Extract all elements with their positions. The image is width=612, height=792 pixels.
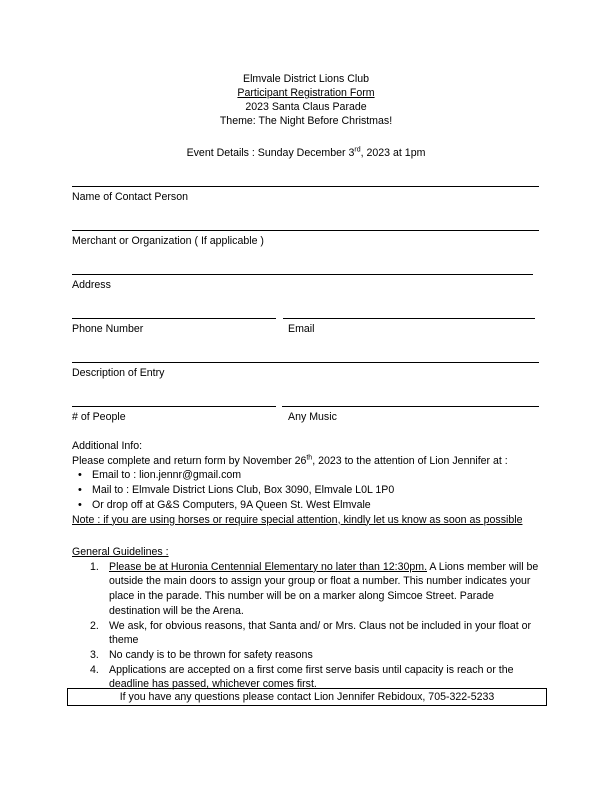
item-number: 3. bbox=[90, 648, 99, 661]
address-line[interactable] bbox=[72, 274, 533, 275]
item-text: A Lions member will be outside the main doors to assign your group or float a number. This number indicates your place in the parade. This number will be on a marker along Simcoe Street. Parade destination will be the Arena. bbox=[109, 560, 539, 617]
additional-info bbox=[72, 439, 542, 527]
list-item bbox=[72, 619, 544, 648]
guidelines-heading: General Guidelines : bbox=[72, 546, 169, 558]
intro-suffix: , 2023 to the attention of Lion Jennifer at : bbox=[312, 454, 508, 467]
people-line[interactable] bbox=[72, 406, 276, 407]
list-item bbox=[72, 560, 544, 619]
additional-heading: Additional Info: bbox=[72, 440, 143, 452]
guidelines-list bbox=[72, 560, 544, 692]
item-number: 2. bbox=[90, 619, 99, 632]
contact-person-label: Name of Contact Person bbox=[72, 191, 188, 203]
event-details-prefix: Event Details : Sunday December 3 bbox=[186, 147, 355, 159]
address-label: Address bbox=[72, 279, 111, 291]
music-label: Any Music bbox=[288, 411, 337, 423]
description-label: Description of Entry bbox=[72, 367, 165, 379]
form-title: Participant Registration Form bbox=[237, 87, 375, 99]
organization-label: Merchant or Organization ( If applicable ) bbox=[72, 235, 264, 247]
item-number: 4. bbox=[90, 663, 99, 676]
parade-title: 2023 Santa Claus Parade bbox=[245, 101, 367, 113]
intro-prefix: Please complete and return form by November 26 bbox=[72, 454, 307, 467]
theme-line: Theme: The Night Before Christmas! bbox=[219, 115, 393, 127]
people-label: # of People bbox=[72, 411, 126, 423]
list-item: • Or drop off at G&S Computers, 9A Queen St. West Elmvale bbox=[72, 498, 542, 513]
list-item bbox=[72, 648, 544, 663]
submission-options bbox=[72, 468, 542, 512]
event-details-suffix: , 2023 at 1pm bbox=[360, 147, 426, 159]
music-line[interactable] bbox=[282, 406, 539, 407]
organization-line[interactable] bbox=[72, 230, 539, 231]
contact-person-line[interactable] bbox=[72, 186, 539, 187]
item-text: Applications are accepted on a first come first serve basis until capacity is reach or the deadline has passed, whichever comes first. bbox=[109, 663, 514, 691]
intro-sup: th bbox=[306, 454, 313, 462]
event-details-sup: rd bbox=[354, 146, 361, 154]
list-item: • Mail to : Elmvale District Lions Club, Box 3090, Elmvale L0L 1P0 bbox=[72, 483, 542, 498]
item-number: 1. bbox=[90, 560, 99, 573]
phone-line[interactable] bbox=[72, 318, 276, 319]
arrival-instruction: Please be at Huronia Centennial Elementary no later than 12:30pm. bbox=[109, 560, 428, 573]
contact-info-box: If you have any questions please contact Lion Jennifer Rebidoux, 705-322-5233 bbox=[67, 688, 547, 706]
list-item: • Email to : lion.jennr@gmail.com bbox=[72, 468, 542, 483]
email-line[interactable] bbox=[283, 318, 535, 319]
org-name: Elmvale District Lions Club bbox=[243, 73, 369, 85]
additional-intro bbox=[72, 454, 542, 469]
event-details bbox=[0, 146, 612, 160]
general-guidelines bbox=[72, 545, 544, 692]
special-attention-note: Note : if you are using horses or require special attention, kindly let us know as soon as possible bbox=[72, 513, 523, 526]
form-header bbox=[0, 72, 612, 128]
phone-label: Phone Number bbox=[72, 323, 144, 335]
item-text: We ask, for obvious reasons, that Santa and/ or Mrs. Claus not be included in your float or theme bbox=[109, 619, 532, 647]
description-line[interactable] bbox=[72, 362, 539, 363]
item-text: No candy is to be thrown for safety reasons bbox=[109, 648, 313, 661]
email-label: Email bbox=[288, 323, 315, 335]
